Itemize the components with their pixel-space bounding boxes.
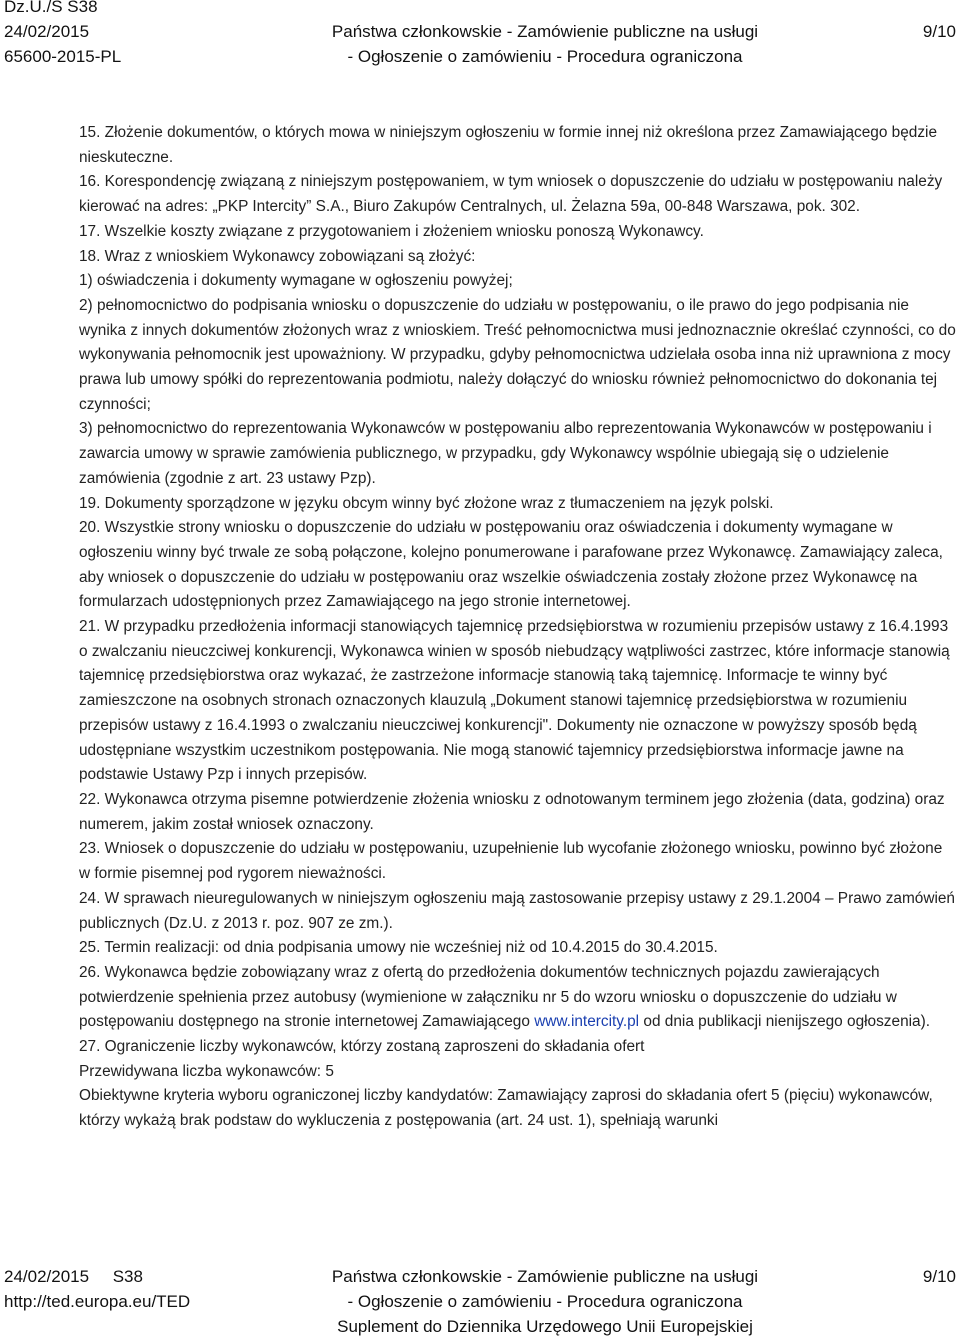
- page-number: 9/10: [922, 22, 956, 41]
- paragraph-27: 27. Ograniczenie liczby wykonawców, którzy zostaną zaproszeni do składania ofert: [79, 1038, 645, 1056]
- footer-supplement: Suplement do Dziennika Urzędowego Unii Europejskiej: [337, 1317, 753, 1336]
- paragraph-26: [79, 961, 957, 1035]
- paragraph-26-text-end: od dnia publikacji nienijszego ogłoszenia).: [639, 1013, 931, 1031]
- paragraph-24: 24. W sprawach nieuregulowanych w niniejszym ogłoszeniu mają zastosowanie przepisy ustawy z 29.1.2004 – Prawo zamówień publicznych (Dz.U. z 2013 r. poz. 907 ze zm.).: [79, 889, 955, 932]
- journal-reference: Dz.U./S S38: [4, 0, 98, 16]
- notice-code: 65600-2015-PL: [4, 47, 122, 66]
- paragraph-18-item-1: 1) oświadczenia i dokumenty wymagane w ogłoszeniu powyżej;: [79, 272, 513, 290]
- notice-title: Państwa członkowskie - Zamówienie publiczne na usługi: [331, 22, 759, 41]
- paragraph-15: 15. Złożenie dokumentów, o których mowa w niniejszym ogłoszeniu w formie innej niż określona przez Zamawiającego będzie nieskuteczne.: [79, 124, 938, 166]
- paragraph-19: 19. Dokumenty sporządzone w języku obcym winny być złożone wraz z tłumaczeniem na język polski.: [79, 494, 774, 512]
- document-body: [79, 121, 957, 1134]
- page-footer: [0, 1264, 960, 1339]
- paragraph-16: 16. Korespondencję związaną z niniejszym postępowaniem, w tym wniosek o dopuszczenie do udziału w postępowaniu należy kierować na adres: „PKP Intercity” S.A., Biuro Zakupów Centralnych, ul. Żelazna 59a, 00-848 Warszawa, pok. 302.: [79, 173, 943, 216]
- paragraph-23: 23. Wniosek o dopuszczenie do udziału w postępowaniu, uzupełnienie lub wycofanie złożonego wniosku, powinno być złożone w formie pisemnej pod rygorem nieważności.: [79, 840, 943, 883]
- footer-url-link[interactable]: http://ted.europa.eu/TED: [4, 1292, 191, 1311]
- paragraph-18: 18. Wraz z wnioskiem Wykonawcy zobowiązani są złożyć:: [79, 247, 476, 265]
- footer-date-series: 24/02/2015 S38: [4, 1267, 143, 1286]
- paragraph-27-criteria: Obiektywne kryteria wyboru ograniczonej liczby kandydatów: Zamawiający zaprosi do składania ofert 5 (pięciu) wykonawców, którzy wykażą brak podstaw do wykluczenia z postępowania (art. 24 ust. 1), spełniają warunki: [79, 1087, 933, 1130]
- notice-subtitle: - Ogłoszenie o zamówieniu - Procedura ograniczona: [347, 47, 743, 66]
- paragraph-18-item-3: 3) pełnomocnictwo do reprezentowania Wykonawców w postępowaniu albo reprezentowania Wykonawców w postępowaniu i zawarcia umowy w sprawie zamówienia publicznego, w przypadku, gdy Wykonawcy wspólnie ubiegają się o udzielenie zamówienia (zgodnie z art. 23 ustawy Pzp).: [79, 420, 932, 487]
- footer-page-number: 9/10: [922, 1267, 956, 1286]
- intercity-link[interactable]: www.intercity.pl: [534, 1013, 640, 1031]
- paragraph-22: 22. Wykonawca otrzyma pisemne potwierdzenie złożenia wniosku z odnotowanym terminem jego złożenia (data, godzina) oraz numerem, jakim został wniosek oznaczony.: [79, 790, 945, 833]
- paragraph-20: 20. Wszystkie strony wniosku o dopuszczenie do udziału w postępowaniu oraz oświadczenia i dokumenty wymagane w ogłoszeniu winny być trwale ze sobą połączone, kolejno ponumerowane i parafowane przez Wykonawcę. Zamawiający zaleca, aby wniosek o dopuszczenie do udziału w postępowaniu oraz wszelkie oświadczenia zostały złożone przez Wykonawcę na formularzach udostępnionych przez Zamawiającego na jego stronie internetowej.: [79, 519, 943, 611]
- footer-notice-subtitle: - Ogłoszenie o zamówieniu - Procedura ograniczona: [347, 1292, 743, 1311]
- paragraph-25: 25. Termin realizacji: od dnia podpisania umowy nie wcześniej niż od 10.4.2015 do 30.4.2015.: [79, 939, 718, 957]
- footer-notice-title: Państwa członkowskie - Zamówienie publiczne na usługi: [331, 1267, 759, 1286]
- paragraph-18-item-2: 2) pełnomocnictwo do podpisania wniosku o dopuszczenie do udziału w postępowaniu, o ile prawo do jego podpisania nie wynika z innych dokumentów złożonych wraz z wnioskiem. Treść pełnomocnictwa musi jednoznacznie określać czynności, co do wykonywania pełnomocnik jest upoważniony. W przypadku, gdyby pełnomocnictwa udzielała osoba inna niż uprawniona z mocy prawa lub umowy spółki do reprezentowania podmiotu, należy dołączyć do wniosku również pełnomocnictwo do dokonania tej czynności;: [79, 296, 956, 413]
- paragraph-21: 21. W przypadku przedłożenia informacji stanowiących tajemnicę przedsiębiorstwa w rozumieniu przepisów ustawy z 16.4.1993 o zwalczaniu nieuczciwej konkurencji, Wykonawca winien w sposób niebudzący wątpliwości zastrzec, które informacje stanowią tajemnicę przedsiębiorstwa oraz wykazać, że zastrzeżone informacje stanowią taką tajemnicę. Informacje te winny być zamieszczone na osobnych stronach oznaczonych klauzulą „Dokument stanowi tajemnicę przedsiębiorstwa w rozumieniu przepisów ustawy z 16.4.1993 o zwalczaniu nieuczciwej konkurencji". Dokumenty nie oznaczone w powyższy sposób będą udostępniane wszystkim uczestnikom postępowania. Nie mogą stanowić tajemnicy przedsiębiorstwa informacje jawne na podstawie Ustawy Pzp i innych przepisów.: [79, 618, 950, 784]
- page-header: [0, 0, 960, 69]
- paragraph-27-count: Przewidywana liczba wykonawców: 5: [79, 1062, 334, 1080]
- paragraph-17: 17. Wszelkie koszty związane z przygotowaniem i złożeniem wniosku ponoszą Wykonawcy.: [79, 222, 704, 240]
- paragraph-26-text-start: 26. Wykonawca będzie zobowiązany wraz z ofertą do przedłożenia dokumentów technicznych pojazdu zawierających potwierdzenie spełnienia przez autobusy (wymienione w załączniku nr 5 do wzoru wniosku o dopuszczenie do udziału w postępowaniu dostępnego na stronie internetowej Zamawiającego: [79, 963, 897, 1031]
- publication-date: 24/02/2015: [4, 22, 90, 41]
